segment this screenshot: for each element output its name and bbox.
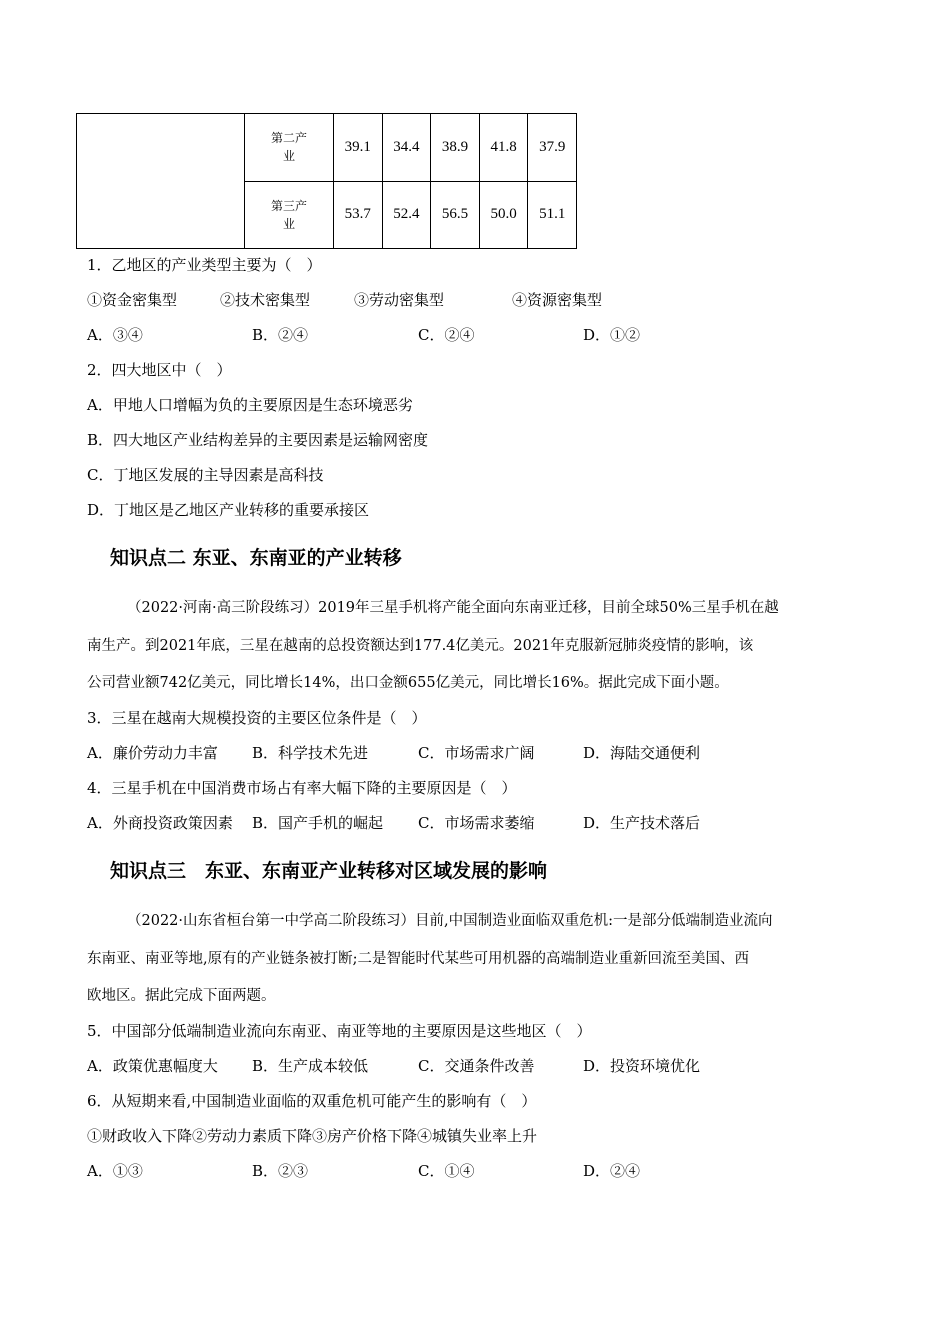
q4-option-b: B．国产手机的崛起 <box>252 814 384 832</box>
q2-option-a: A．甲地人口增幅为负的主要原因是生态环境恶劣 <box>87 396 413 414</box>
question-3: 3．三星在越南大规模投资的主要区位条件是（ ） <box>87 709 427 727</box>
section-2-para: 南生产。到2021年底，三星在越南的总投资额达到177.4亿美元。2021年克服新冠肺炎疫情的影响，该 <box>87 638 754 654</box>
q4-option-c: C．市场需求萎缩 <box>418 814 535 832</box>
table-cell: 56.5 <box>431 181 480 249</box>
table-cell: 第二产 业 <box>245 114 334 182</box>
q6-items: ①财政收入下降②劳动力素质下降③房产价格下降④城镇失业率上升 <box>87 1127 538 1145</box>
table-row <box>77 114 577 182</box>
question-4: 4．三星手机在中国消费市场占有率大幅下降的主要原因是（ ） <box>87 779 517 797</box>
q5-option-d: D．投资环境优化 <box>583 1057 701 1075</box>
q5-option-b: B．生产成本较低 <box>252 1057 369 1075</box>
section-2-para: 公司营业额742亿美元，同比增长14%，出口金额655亿美元，同比增长16%。据此完成下面小题。 <box>87 675 729 691</box>
table-cell: 52.4 <box>382 181 431 249</box>
industry-table <box>76 113 577 249</box>
q1-item: ③劳动密集型 <box>354 291 445 309</box>
table-cell: 53.7 <box>334 181 383 249</box>
table-cell: 37.9 <box>528 114 577 182</box>
q4-option-d: D．生产技术落后 <box>583 814 701 832</box>
table-cell <box>77 114 245 249</box>
question-2: 2．四大地区中（ ） <box>87 361 232 379</box>
q5-option-a: A．政策优惠幅度大 <box>87 1057 218 1075</box>
q1-option-a: A．③④ <box>87 326 143 344</box>
q5-option-c: C．交通条件改善 <box>418 1057 535 1075</box>
section-3-para: 欧地区。据此完成下面两题。 <box>87 988 276 1004</box>
section-3-para: （2022·山东省桓台第一中学高二阶段练习）目前,中国制造业面临双重危机:一是部分低端制造业流向 <box>127 913 773 929</box>
q6-option-d: D．②④ <box>583 1162 641 1180</box>
table-cell: 50.0 <box>479 181 528 249</box>
q6-option-b: B．②③ <box>252 1162 309 1180</box>
question-5: 5．中国部分低端制造业流向东南亚、南亚等地的主要原因是这些地区（ ） <box>87 1022 592 1040</box>
q1-option-d: D．①② <box>583 326 641 344</box>
q3-option-a: A．廉价劳动力丰富 <box>87 744 218 762</box>
q1-item: ④资源密集型 <box>512 291 603 309</box>
table-cell: 第三产 业 <box>245 181 334 249</box>
section-3-para: 东南亚、南亚等地,原有的产业链条被打断;二是智能时代某些可用机器的高端制造业重新回流至美国、西 <box>87 951 749 967</box>
q2-option-d: D．丁地区是乙地区产业转移的重要承接区 <box>87 501 370 519</box>
q1-option-b: B．②④ <box>252 326 309 344</box>
table-cell: 39.1 <box>334 114 383 182</box>
q1-item: ②技术密集型 <box>220 291 311 309</box>
q4-option-a: A．外商投资政策因素 <box>87 814 233 832</box>
q2-option-b: B．四大地区产业结构差异的主要因素是运输网密度 <box>87 431 429 449</box>
table-cell: 38.9 <box>431 114 480 182</box>
table-cell: 51.1 <box>528 181 577 249</box>
table-cell: 34.4 <box>382 114 431 182</box>
q3-option-d: D．海陆交通便利 <box>583 744 701 762</box>
q1-item: ①资金密集型 <box>87 291 178 309</box>
q1-option-c: C．②④ <box>418 326 475 344</box>
table-cell: 41.8 <box>479 114 528 182</box>
section-2-title: 知识点二 东亚、东南亚的产业转移 <box>110 547 402 569</box>
section-2-para: （2022·河南·高三阶段练习）2019年三星手机将产能全面向东南亚迁移，目前全球50%三星手机在越 <box>127 600 779 616</box>
section-3-title: 知识点三 东亚、东南亚产业转移对区域发展的影响 <box>110 860 548 882</box>
q3-option-b: B．科学技术先进 <box>252 744 369 762</box>
q6-option-c: C．①④ <box>418 1162 475 1180</box>
question-6: 6．从短期来看,中国制造业面临的双重危机可能产生的影响有（ ） <box>87 1092 537 1110</box>
q3-option-c: C．市场需求广阔 <box>418 744 535 762</box>
question-1: 1．乙地区的产业类型主要为（ ） <box>87 256 322 274</box>
q2-option-c: C．丁地区发展的主导因素是高科技 <box>87 466 324 484</box>
q6-option-a: A．①③ <box>87 1162 143 1180</box>
